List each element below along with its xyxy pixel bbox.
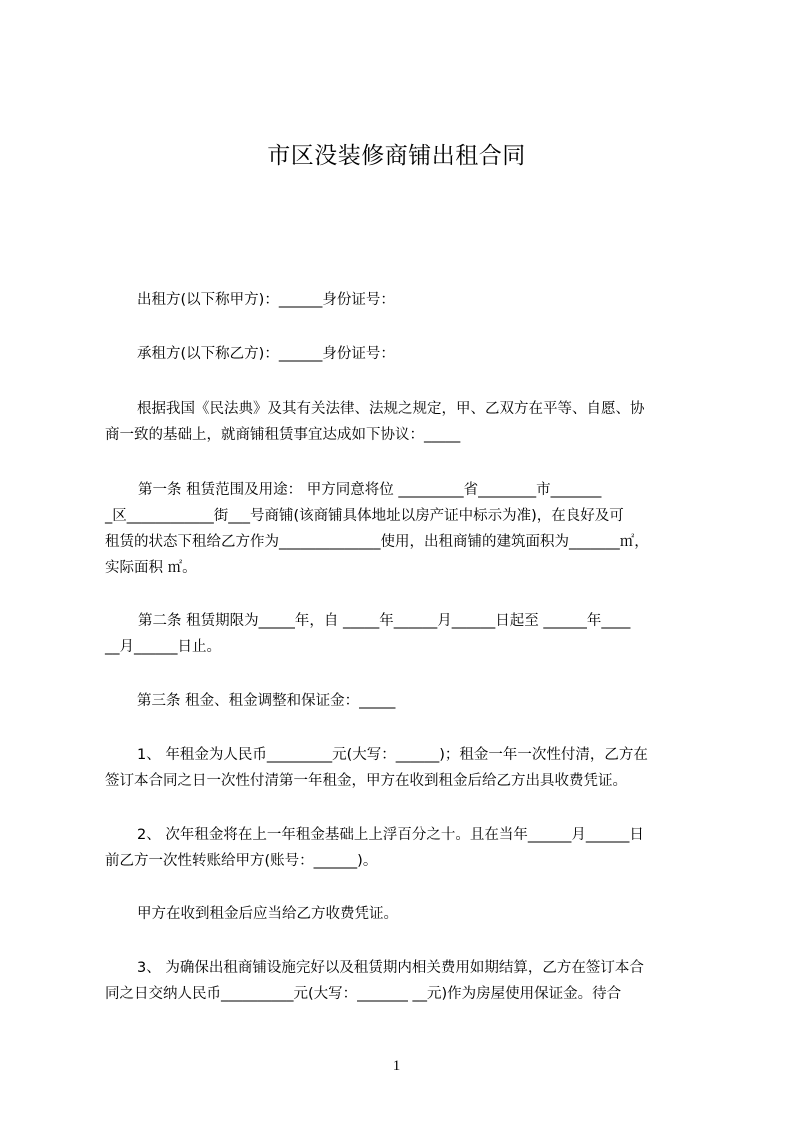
preamble-line: 根据我国《民法典》及其有关法律、法规之规定，甲、乙双方在平等、自愿、协 [137, 401, 645, 417]
article-1-line: 实际面积 ㎡。 [105, 560, 197, 576]
document-title: 市区没装修商铺出租合同 [267, 143, 526, 169]
lessee-line: 承租方(以下称乙方)：______身份证号： [137, 346, 395, 362]
clause-2-line: 2、 次年租金将在上一年租金基础上上浮百分之十。且在当年______月______日 [137, 827, 644, 843]
page-number: 1 [392, 1058, 401, 1074]
article-3-heading: 第三条 租金、租金调整和保证金：_____ [137, 693, 396, 709]
clause-3-line: 3、 为确保出租商铺设施完好以及租赁期内相关费用如期结算，乙方在签订本合 [137, 960, 644, 976]
article-1-line: _区____________街___号商铺(该商铺具体地址以房产证中标示为准)，在良好及可 [105, 508, 624, 524]
clause-1-line: 签订本合同之日一次性付清第一年租金，甲方在收到租金后给乙方出具收费凭证。 [105, 773, 627, 789]
clause-3-line: 同之日交纳人民币__________元(大写：_______ __元)作为房屋使用保证金。待合 [105, 986, 622, 1002]
article-2-line: 第二条 租赁期限为_____年，自 _____年______月______日起至 ______年____ [138, 613, 631, 629]
receipt-line: 甲方在收到租金后应当给乙方收费凭证。 [137, 906, 398, 922]
article-1-line: 第一条 租赁范围及用途： 甲方同意将位 _________省________市_______ [138, 482, 602, 498]
clause-2-line: 前乙方一次性转账给甲方(账号：______)。 [105, 853, 378, 869]
lessor-line: 出租方(以下称甲方)：______身份证号： [137, 292, 395, 308]
preamble-line: 商一致的基础上，就商铺租赁事宜达成如下协议：_____ [105, 427, 461, 443]
clause-1-line: 1、 年租金为人民币_________元(大写：______)；租金一年一次性付清，乙方在 [137, 747, 648, 763]
article-2-line: __月______日止。 [105, 639, 221, 655]
article-1-line: 租赁的状态下租给乙方作为______________使用，出租商铺的建筑面积为_______㎡， [105, 534, 649, 550]
